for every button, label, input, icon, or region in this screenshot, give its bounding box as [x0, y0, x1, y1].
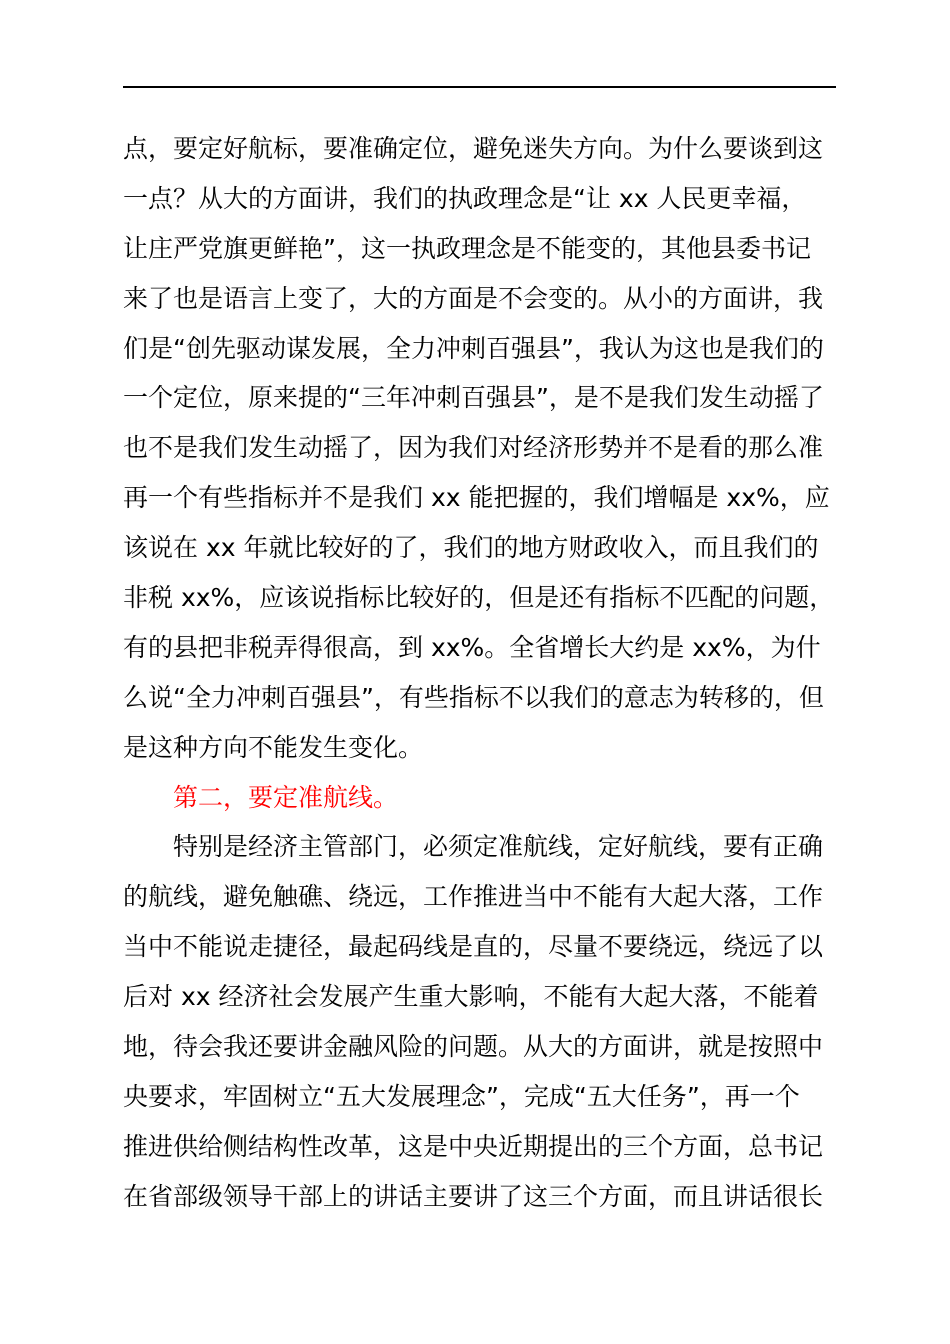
paragraph-line: 在省部级领导干部上的讲话主要讲了这三个方面，而且讲话很长	[123, 1181, 824, 1211]
paragraph-line: 非税 xx%，应该说指标比较好的，但是还有指标不匹配的问题，	[123, 583, 835, 613]
paragraph-line: 来了也是语言上变了，大的方面是不会变的。从小的方面讲，我	[123, 283, 824, 313]
paragraph-line: 的航线，避免触礁、绕远，工作推进当中不能有大起大落，工作	[123, 882, 824, 912]
paragraph-line: 一点？从大的方面讲，我们的执政理念是“让 xx 人民更幸福，	[123, 183, 807, 213]
paragraph-line: 地，待会我还要讲金融风险的问题。从大的方面讲，就是按照中	[123, 1032, 824, 1062]
paragraph-line: 再一个有些指标并不是我们 xx 能把握的，我们增幅是 xx%，应	[123, 483, 830, 513]
paragraph-line: 央要求，牢固树立“五大发展理念”，完成“五大任务”，再一个	[123, 1081, 800, 1111]
paragraph-line: 推进供给侧结构性改革，这是中央近期提出的三个方面，总书记	[123, 1131, 824, 1161]
paragraph-line: 让庄严党旗更鲜艳”，这一执政理念是不能变的，其他县委书记	[123, 233, 811, 263]
paragraph-line: 当中不能说走捷径，最起码线是直的，尽量不要绕远，绕远了以	[123, 932, 824, 962]
paragraph-line: 该说在 xx 年就比较好的了，我们的地方财政收入，而且我们的	[123, 533, 819, 563]
paragraph-line: 一个定位，原来提的“三年冲刺百强县”，是不是我们发生动摇了	[123, 383, 824, 413]
paragraph-line: 特别是经济主管部门，必须定准航线，定好航线，要有正确	[173, 832, 824, 862]
paragraph-line: 么说“全力冲刺百强县”，有些指标不以我们的意志为转移的，但	[123, 682, 824, 712]
paragraph-line: 点，要定好航标，要准确定位，避免迷失方向。为什么要谈到这	[123, 134, 824, 163]
document-body	[123, 124, 863, 1222]
paragraph-line: 们是“创先驱动谋发展，全力冲刺百强县”，我认为这也是我们的	[123, 333, 824, 363]
header-rule	[123, 86, 836, 88]
paragraph-line: 后对 xx 经济社会发展产生重大影响，不能有大起大落，不能着	[123, 982, 819, 1012]
paragraph-line: 是这种方向不能发生变化。	[123, 732, 424, 762]
paragraph-line: 有的县把非税弄得很高，到 xx%。全省增长大约是 xx%，为什	[123, 632, 821, 662]
paragraph-line: 也不是我们发生动摇了，因为我们对经济形势并不是看的那么准	[123, 433, 824, 463]
section-heading: 第二，要定准航线。	[173, 782, 399, 812]
